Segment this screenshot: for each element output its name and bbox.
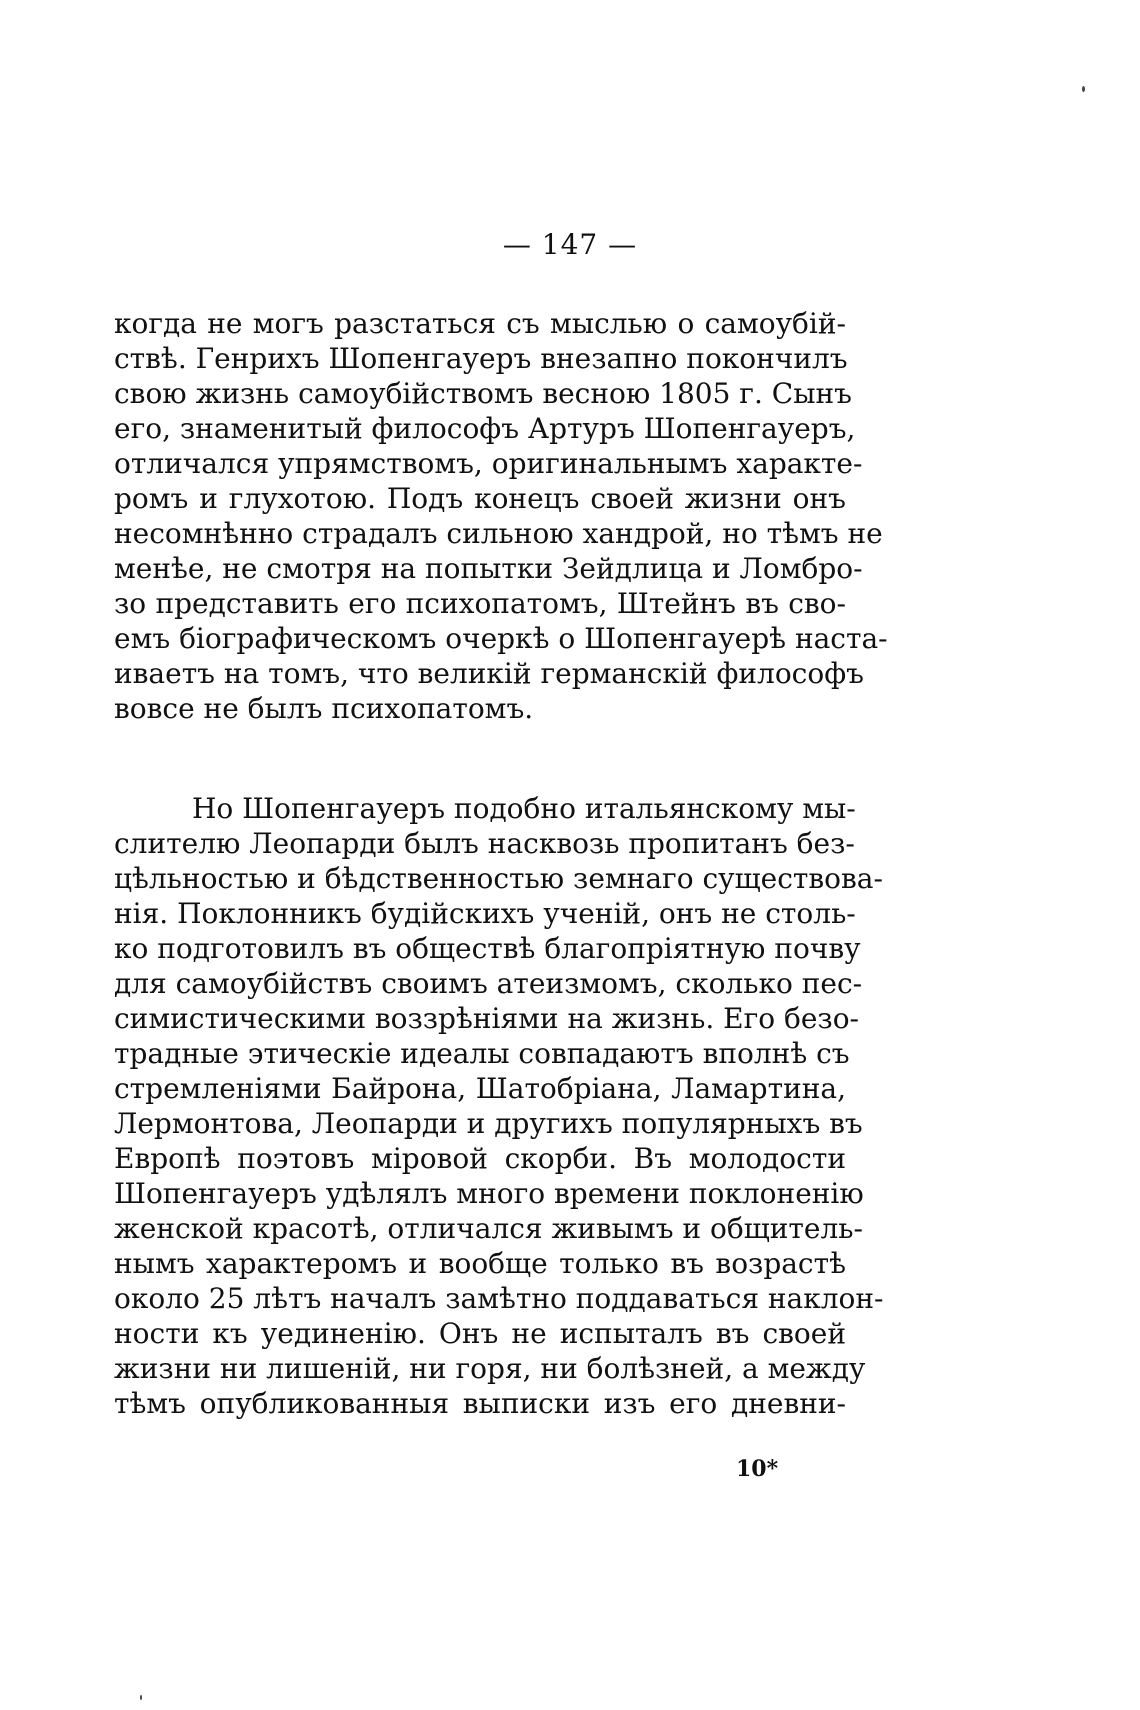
paragraph-1 bbox=[114, 306, 888, 726]
scan-speck bbox=[140, 1695, 142, 1700]
paragraph-2 bbox=[114, 791, 884, 1421]
paragraph-1-line: несомнѣнно страдалъ сильною хандрой, но тѣмъ не bbox=[114, 517, 883, 550]
paragraph-2-line: нія. Поклонникъ будійскихъ ученій, онъ не столь- bbox=[114, 897, 856, 930]
printer-signature-mark: 10* bbox=[736, 1456, 779, 1482]
paragraph-2-line: женской красотѣ, отличался живымъ и общитель- bbox=[114, 1212, 863, 1245]
paragraph-2-line: ко подготовилъ въ обществѣ благопріятную почву bbox=[114, 932, 861, 965]
paragraph-2-line: около 25 лѣтъ началъ замѣтно поддаваться наклон- bbox=[114, 1282, 884, 1315]
paragraph-2-line: Но Шопенгауеръ подобно итальянскому мы- bbox=[192, 792, 856, 825]
paragraph-2-line: тѣмъ опубликованныя выписки изъ его дневни- bbox=[114, 1387, 846, 1420]
paragraph-1-line: когда не могъ разстаться съ мыслью о самоубій- bbox=[114, 307, 846, 340]
paragraph-2-line: нымъ характеромъ и вообще только въ возрастѣ bbox=[114, 1247, 846, 1280]
page-number: — 147 — bbox=[502, 228, 638, 261]
paragraph-2-line: цѣльностью и бѣдственностью земнаго существова- bbox=[114, 862, 883, 895]
paragraph-1-line: его, знаменитый философъ Артуръ Шопенгауеръ, bbox=[114, 412, 856, 445]
paragraph-1-line: менѣе, не смотря на попытки Зейдлица и Ломбро- bbox=[114, 552, 863, 585]
paragraph-2-line: Европѣ поэтовъ міровой скорби. Въ молодости bbox=[114, 1142, 846, 1175]
paragraph-1-line: зо представить его психопатомъ, Штейнъ въ сво- bbox=[114, 587, 846, 620]
paragraph-2-line: Лермонтова, Леопарди и другихъ популярныхъ въ bbox=[114, 1107, 863, 1140]
paragraph-2-line: жизни ни лишеній, ни горя, ни болѣзней, а между bbox=[114, 1352, 866, 1385]
paragraph-2-line: для самоубійствъ своимъ атеизмомъ, сколько пес- bbox=[114, 967, 863, 1000]
paragraph-2-line: стремленіями Байрона, Шатобріана, Ламартина, bbox=[114, 1072, 846, 1105]
paragraph-2-line: Шопенгауеръ удѣлялъ много времени поклоненію bbox=[114, 1177, 864, 1210]
scan-speck bbox=[1082, 86, 1085, 92]
paragraph-1-line: вовсе не былъ психопатомъ. bbox=[114, 692, 534, 725]
paragraph-1-line: ромъ и глухотою. Подъ конецъ своей жизни онъ bbox=[114, 482, 846, 515]
paragraph-2-line: слителю Леопарди былъ насквозь пропитанъ без- bbox=[114, 827, 855, 860]
paragraph-1-line: свою жизнь самоубійствомъ весною 1805 г. Сынъ bbox=[114, 377, 852, 410]
paragraph-2-line: традные этическіе идеалы совпадаютъ вполнѣ съ bbox=[114, 1037, 850, 1070]
paragraph-1-line: ствѣ. Генрихъ Шопенгауеръ внезапно покончилъ bbox=[114, 342, 848, 375]
paragraph-1-line: отличался упрямствомъ, оригинальнымъ характе- bbox=[114, 447, 863, 480]
paragraph-2-line: ности къ уединенію. Онъ не испыталъ въ своей bbox=[114, 1317, 846, 1350]
paragraph-1-line: иваетъ на томъ, что великій германскій философъ bbox=[114, 657, 864, 690]
paragraph-2-line: симистическими воззрѣніями на жизнь. Его безо- bbox=[114, 1002, 860, 1035]
paragraph-1-line: емъ біографическомъ очеркѣ о Шопенгауерѣ наста- bbox=[114, 622, 888, 655]
